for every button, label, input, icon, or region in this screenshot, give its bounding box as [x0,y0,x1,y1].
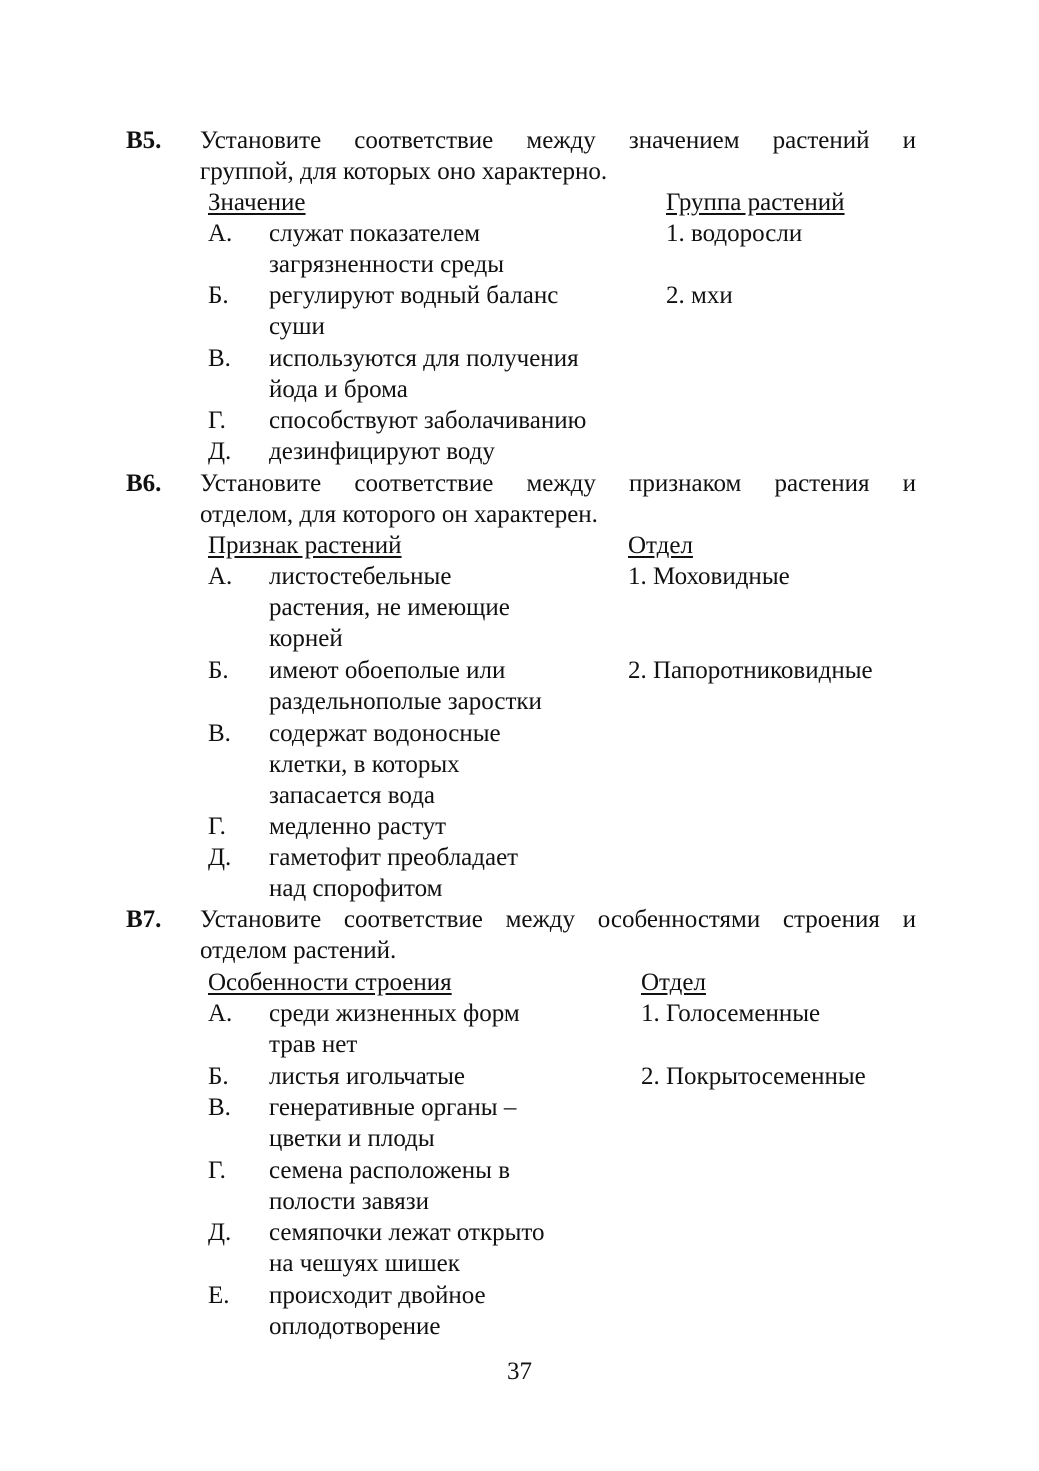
item-text: суши [269,313,325,340]
item-text: трав нет [269,1031,358,1058]
option: 1. водоросли [666,220,803,247]
item-text: семяпочки лежат открыто [269,1219,545,1246]
question-number: B6. [126,470,162,497]
item-letter: Г. [208,407,226,434]
item-letter: Б. [208,282,229,309]
option: 2. Папоротниковидные [628,657,873,684]
page-number: 37 [507,1358,532,1385]
column-header-right: Отдел [641,969,706,996]
column-header-left: Особенности строения [208,969,452,996]
item-letter: Г. [208,813,226,840]
item-text: генеративные органы – [269,1094,517,1121]
question-prompt: отделом растений. [200,937,397,964]
item-text: семена расположены в [269,1157,511,1184]
item-letter: В. [208,1094,231,1121]
item-text: листостебельные [269,563,452,590]
option: 2. Покрытосеменные [641,1063,866,1090]
item-letter: А. [208,1000,233,1027]
item-letter: Д. [208,438,232,465]
item-text: среди жизненных форм [269,1000,520,1027]
item-letter: В. [208,720,231,747]
item-text: клетки, в которых [269,751,460,778]
column-header-right: Группа растений [666,189,845,216]
item-text: оплодотворение [269,1313,441,1340]
item-text: регулируют водный баланс [269,282,559,309]
item-text: служат показателем [269,220,481,247]
item-text: способствуют заболачиванию [269,407,587,434]
item-text: содержат водоносные [269,720,501,747]
item-text: корней [269,625,343,652]
question-prompt: Установите соответствие между признаком растения и [200,470,916,497]
item-text: медленно растут [269,813,447,840]
question-number: B5. [126,127,162,154]
option: 1. Моховидные [628,563,790,590]
column-header-right: Отдел [628,532,693,559]
item-letter: Б. [208,1063,229,1090]
question-prompt: Установите соответствие между значением растений и [200,127,916,154]
item-text: запасается вода [269,782,436,809]
option: 1. Голосеменные [641,1000,821,1027]
item-letter: Д. [208,1219,232,1246]
item-text: гаметофит преобладает [269,844,519,871]
item-text: дезинфицируют воду [269,438,495,465]
item-text: загрязненности среды [269,251,504,278]
item-letter: Д. [208,844,232,871]
item-text: раздельнополые заростки [269,688,542,715]
item-text: на чешуях шишек [269,1250,460,1277]
item-letter: В. [208,345,231,372]
item-text: цветки и плоды [269,1125,435,1152]
item-text: листья игольчатые [269,1063,466,1090]
question-prompt: группой, для которых оно характерно. [200,158,608,185]
item-text: происходит двойное [269,1282,486,1309]
option: 2. мхи [666,282,733,309]
column-header-left: Признак растений [208,532,402,559]
item-text: над спорофитом [269,875,443,902]
item-letter: Г. [208,1157,226,1184]
item-letter: Б. [208,657,229,684]
column-header-left: Значение [208,189,306,216]
item-letter: А. [208,563,233,590]
item-text: имеют обоеполые или [269,657,506,684]
item-text: растения, не имеющие [269,594,510,621]
item-text: полости завязи [269,1188,429,1215]
question-number: B7. [126,906,162,933]
item-text: йода и брома [269,376,408,403]
item-text: используются для получения [269,345,579,372]
question-prompt: Установите соответствие между особенностями строения и [200,906,916,933]
item-letter: А. [208,220,233,247]
item-letter: Е. [208,1282,230,1309]
question-prompt: отделом, для которого он характерен. [200,501,598,528]
